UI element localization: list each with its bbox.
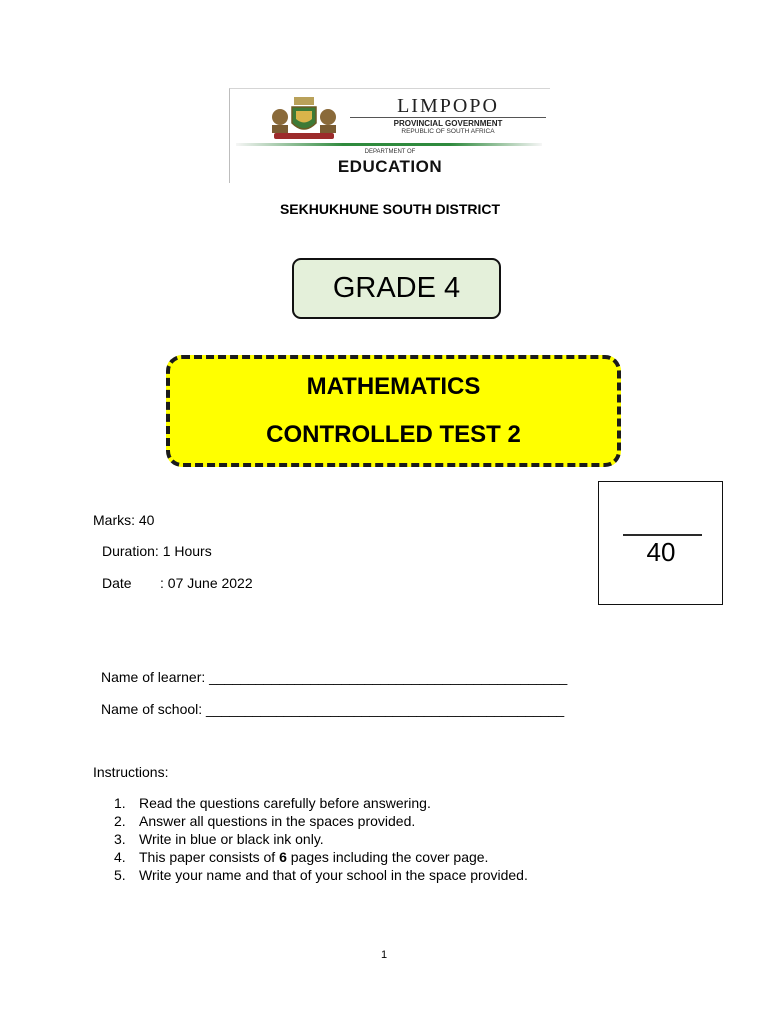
instruction-text-pre: This paper consists of <box>139 849 280 865</box>
letterhead-divider <box>350 117 546 118</box>
department-label: DEPARTMENT OF <box>364 149 416 155</box>
score-box <box>598 481 723 605</box>
learner-name-field: Name of learner: ______________________________________________ <box>101 669 568 685</box>
instructions-list <box>114 794 528 884</box>
grade-label: GRADE 4 <box>332 272 461 304</box>
date-label: Date <box>102 575 132 591</box>
instruction-number: 4. <box>114 849 126 865</box>
page-number: 1 <box>380 949 388 961</box>
department-name: EDUCATION <box>337 157 443 176</box>
instruction-text: Read the questions carefully before answering. <box>139 795 431 811</box>
coat-of-arms-icon <box>264 95 344 141</box>
instruction-number: 3. <box>114 831 126 847</box>
letterhead-title: LIMPOPO <box>397 95 499 117</box>
letterhead-subtitle: PROVINCIAL GOVERNMENT <box>393 119 503 128</box>
district-heading: SEKHUKHUNE SOUTH DISTRICT <box>279 201 501 217</box>
subject-title: MATHEMATICS <box>306 373 481 400</box>
instruction-text: Write in blue or black ink only. <box>139 831 324 847</box>
instruction-number: 5. <box>114 867 126 883</box>
grade-box <box>292 258 501 319</box>
duration-label: Duration: 1 Hours <box>102 543 212 559</box>
instruction-item <box>114 794 528 812</box>
instruction-item <box>114 812 528 830</box>
letterhead <box>229 88 550 183</box>
instruction-item <box>114 848 528 866</box>
instruction-text <box>139 848 488 866</box>
school-name-field: Name of school: ______________________________________________ <box>101 701 565 717</box>
date-value: : 07 June 2022 <box>160 575 253 591</box>
marks-label: Marks: 40 <box>93 512 155 528</box>
instruction-text-post: pages including the cover page. <box>286 849 489 865</box>
instructions-heading: Instructions: <box>93 764 169 780</box>
instruction-number: 2. <box>114 813 126 829</box>
test-title: CONTROLLED TEST 2 <box>266 421 521 448</box>
score-blank-line <box>623 534 702 536</box>
title-box <box>166 355 621 467</box>
instruction-item <box>114 830 528 848</box>
instruction-text: Write your name and that of your school in the space provided. <box>139 867 528 883</box>
score-total: 40 <box>646 537 676 567</box>
letterhead-green-band <box>236 143 542 146</box>
instruction-number: 1. <box>114 795 126 811</box>
instruction-item <box>114 866 528 884</box>
instruction-text: Answer all questions in the spaces provided. <box>139 813 416 829</box>
page-count: 6 <box>279 849 287 865</box>
letterhead-country: REPUBLIC OF SOUTH AFRICA <box>401 128 495 135</box>
